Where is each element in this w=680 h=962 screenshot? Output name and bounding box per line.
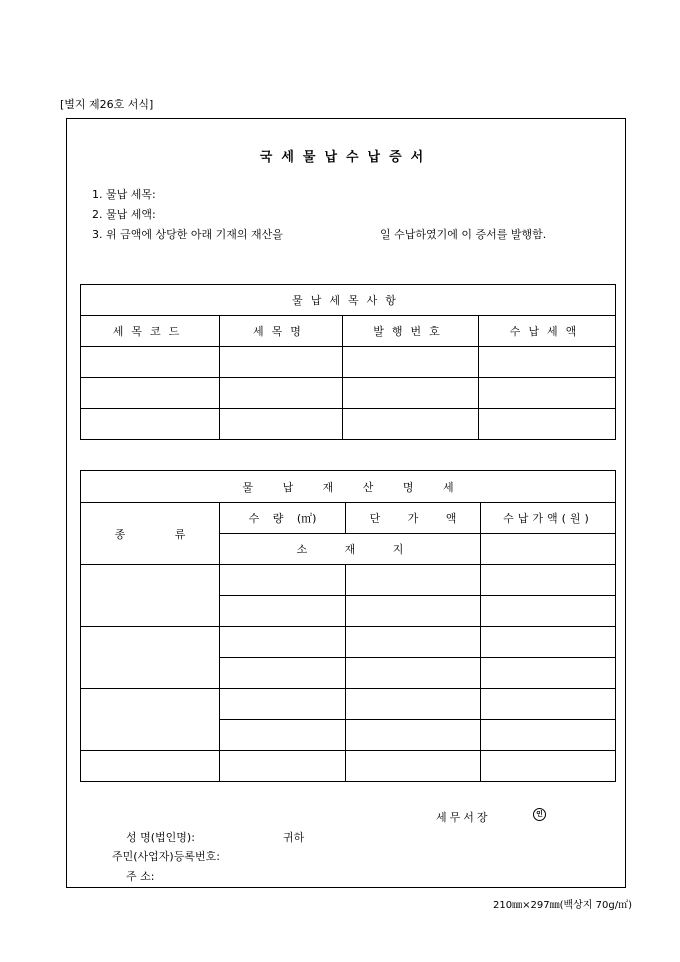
- table-cell[interactable]: [479, 409, 616, 440]
- header-kind: 종 류: [81, 503, 220, 565]
- table-cell[interactable]: [346, 627, 481, 658]
- table-row: [81, 347, 616, 378]
- item-statement-continued: 일 수납하였기에 이 증서를 발행함.: [380, 228, 547, 241]
- table-cell[interactable]: [81, 347, 220, 378]
- table-cell[interactable]: [346, 751, 481, 782]
- tax-item-table: [80, 284, 616, 440]
- table-cell[interactable]: [81, 378, 220, 409]
- form-number-label: [별지 제26호 서식]: [60, 98, 154, 111]
- header-location: 소 재 지: [220, 534, 481, 565]
- table-cell[interactable]: [81, 409, 220, 440]
- table-cell[interactable]: [481, 720, 616, 751]
- header-tax-code: 세목코드: [81, 316, 220, 347]
- item-tax-type: 1. 물납 세목:: [92, 188, 156, 201]
- table-cell[interactable]: [343, 347, 479, 378]
- table-row: [81, 378, 616, 409]
- table-cell[interactable]: [220, 409, 343, 440]
- property-table-caption: 물 납 재 산 명 세: [81, 471, 616, 503]
- header-issue-number: 발행번호: [343, 316, 479, 347]
- paper-spec: 210㎜×297㎜(백상지 70g/㎡): [493, 900, 632, 911]
- table-cell[interactable]: [481, 565, 616, 596]
- table-cell[interactable]: [479, 378, 616, 409]
- table-cell[interactable]: [346, 565, 481, 596]
- table-cell[interactable]: [220, 751, 346, 782]
- table-cell[interactable]: [220, 627, 346, 658]
- recipient-name-label: 성 명(법인명):: [126, 831, 195, 844]
- table-row: [81, 627, 616, 658]
- item-tax-amount: 2. 물납 세액:: [92, 208, 156, 221]
- table-cell[interactable]: [220, 596, 346, 627]
- header-unit-price: 단 가 액: [346, 503, 481, 534]
- property-detail-table: [80, 470, 616, 782]
- table-cell[interactable]: [220, 565, 346, 596]
- table-cell[interactable]: [479, 347, 616, 378]
- header-amount: 수납가액(원): [481, 503, 616, 534]
- table-cell[interactable]: [220, 720, 346, 751]
- table-cell[interactable]: [220, 689, 346, 720]
- table-cell[interactable]: [481, 596, 616, 627]
- table-cell[interactable]: [81, 751, 220, 782]
- table-cell[interactable]: [220, 378, 343, 409]
- item-statement: 3. 위 금액에 상당한 아래 기재의 재산을: [92, 228, 283, 241]
- table-row: [81, 751, 616, 782]
- table-cell[interactable]: [346, 658, 481, 689]
- address-label: 주 소:: [126, 870, 155, 883]
- table-cell[interactable]: [220, 347, 343, 378]
- table-cell[interactable]: [346, 596, 481, 627]
- table-cell[interactable]: [481, 751, 616, 782]
- table-cell[interactable]: [481, 689, 616, 720]
- table-row: [81, 565, 616, 596]
- header-tax-name: 세목명: [220, 316, 343, 347]
- document-title: 국세물납수납증서: [259, 150, 433, 165]
- table-cell[interactable]: [481, 658, 616, 689]
- header-quantity: 수 량 (㎡): [220, 503, 346, 534]
- table-cell[interactable]: [81, 627, 220, 689]
- table-cell[interactable]: [81, 689, 220, 751]
- registration-number-label: 주민(사업자)등록번호:: [112, 850, 220, 863]
- table-cell[interactable]: [343, 409, 479, 440]
- table-cell[interactable]: [343, 378, 479, 409]
- header-payment-amount: 수납세액: [479, 316, 616, 347]
- table-cell[interactable]: [346, 689, 481, 720]
- table-cell[interactable]: [220, 658, 346, 689]
- tax-office-head: 세무서장: [436, 811, 491, 824]
- seal-icon: 인: [533, 808, 546, 821]
- honorific: 귀하: [283, 831, 305, 844]
- tax-item-table-caption: 물납세목사항: [81, 285, 616, 316]
- table-cell[interactable]: [481, 534, 616, 565]
- table-cell[interactable]: [481, 627, 616, 658]
- table-row: [81, 689, 616, 720]
- table-row: [81, 409, 616, 440]
- table-cell[interactable]: [346, 720, 481, 751]
- table-cell[interactable]: [81, 565, 220, 627]
